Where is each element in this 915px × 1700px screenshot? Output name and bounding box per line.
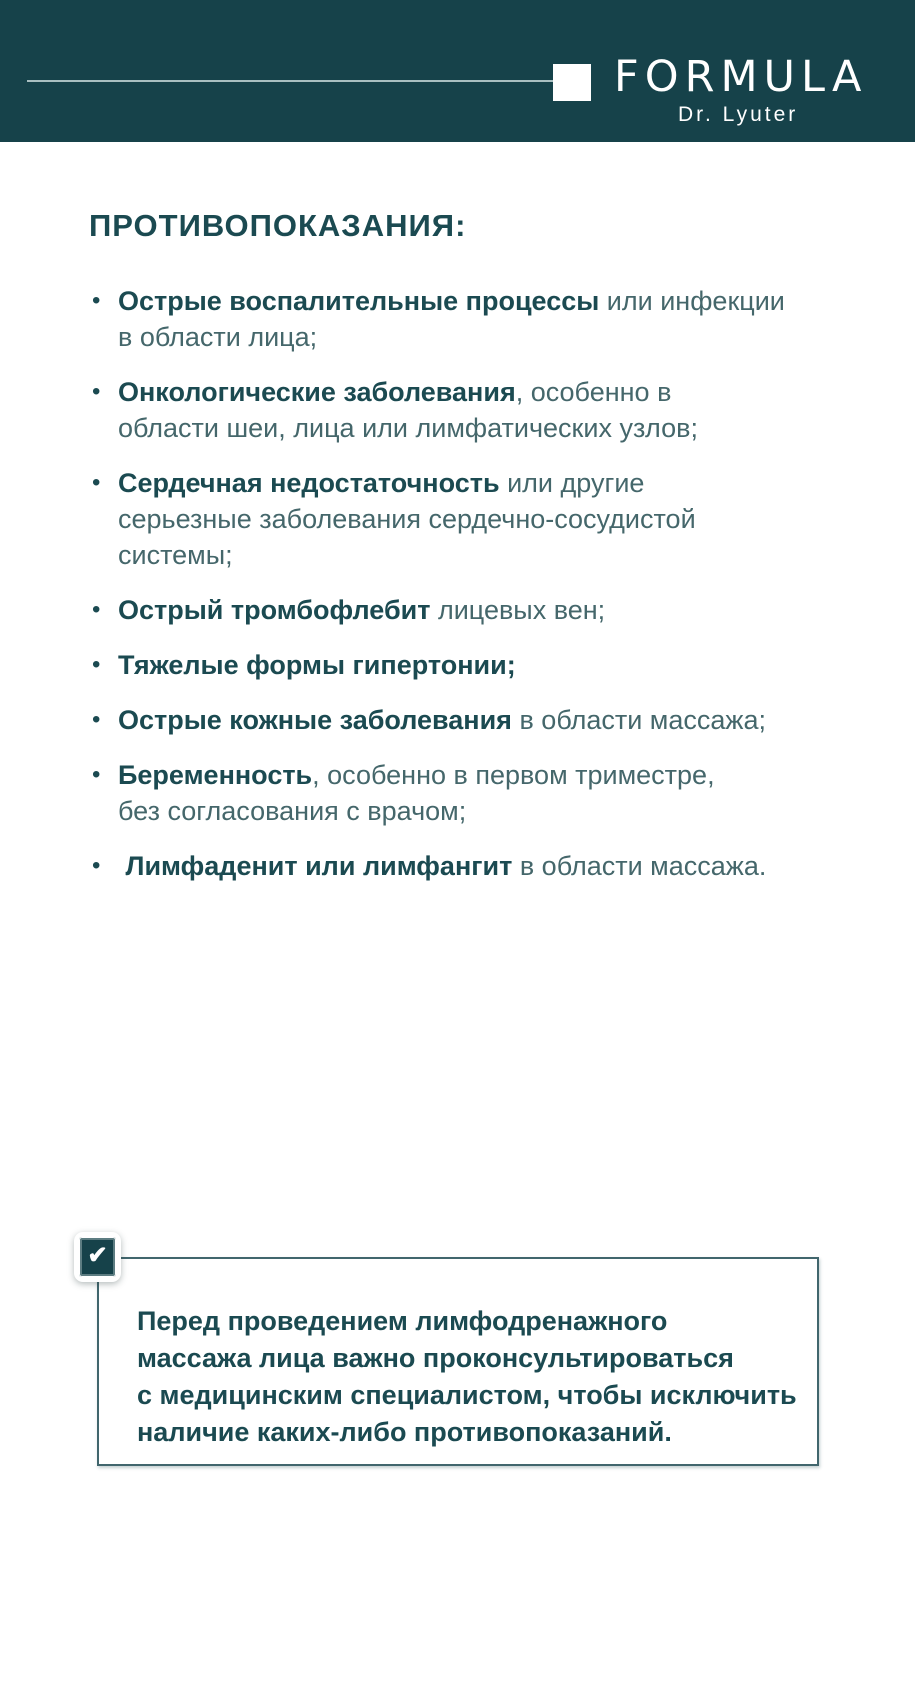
list-item-text: Острые воспалительные процессы или инфекции в области лица; <box>118 286 785 352</box>
checkbox-fill <box>79 1237 116 1277</box>
list-item <box>92 374 822 446</box>
list-item <box>92 848 822 884</box>
brand-sublabel: Dr. Lyuter <box>678 103 799 126</box>
logo-square-icon <box>553 64 591 101</box>
list-item <box>92 702 822 738</box>
bullet-dot: • <box>92 469 101 496</box>
list-item <box>92 647 822 683</box>
page-title: ПРОТИВОПОКАЗАНИЯ: <box>89 208 467 243</box>
list-item <box>92 592 822 628</box>
bullet-dot: • <box>92 761 101 788</box>
list-item-text: Тяжелые формы гипертонии; <box>118 650 516 680</box>
note-text: Перед проведением лимфодренажного массажа лица важно проконсультироваться с медицинским специалистом, чтобы исключить наличие каких-либо противопоказаний. <box>137 1306 797 1447</box>
list-item <box>92 465 822 573</box>
bullet-dot: • <box>92 287 101 314</box>
header-rule <box>27 80 554 82</box>
bullet-dot: • <box>92 706 101 733</box>
list-item-text: Острый тромбофлебит лицевых вен; <box>118 595 606 625</box>
list-item-text: Онкологические заболевания, особенно в области шеи, лица или лимфатических узлов; <box>118 377 698 443</box>
list-item <box>92 283 822 355</box>
list-item <box>92 757 822 829</box>
note-box <box>87 1242 819 1466</box>
note-checkbox[interactable] <box>74 1232 121 1282</box>
list-item-text: Сердечная недостаточность или другие серьезные заболевания сердечно-сосудистой системы; <box>118 468 696 570</box>
list-item-text: Лимфаденит или лимфангит в области массажа. <box>118 851 767 881</box>
list-item-text: Беременность, особенно в первом триместре, без согласования с врачом; <box>118 760 715 826</box>
header-band <box>0 0 915 142</box>
bullet-dot: • <box>92 378 101 405</box>
contraindications-list <box>92 283 822 903</box>
list-item-text: Острые кожные заболевания в области массажа; <box>118 705 766 735</box>
bullet-dot: • <box>92 596 101 623</box>
brand-logo: FORMULA <box>614 52 868 102</box>
checkmark-icon: ✔ <box>87 1242 108 1269</box>
bullet-dot: • <box>92 852 101 879</box>
bullet-dot: • <box>92 651 101 678</box>
